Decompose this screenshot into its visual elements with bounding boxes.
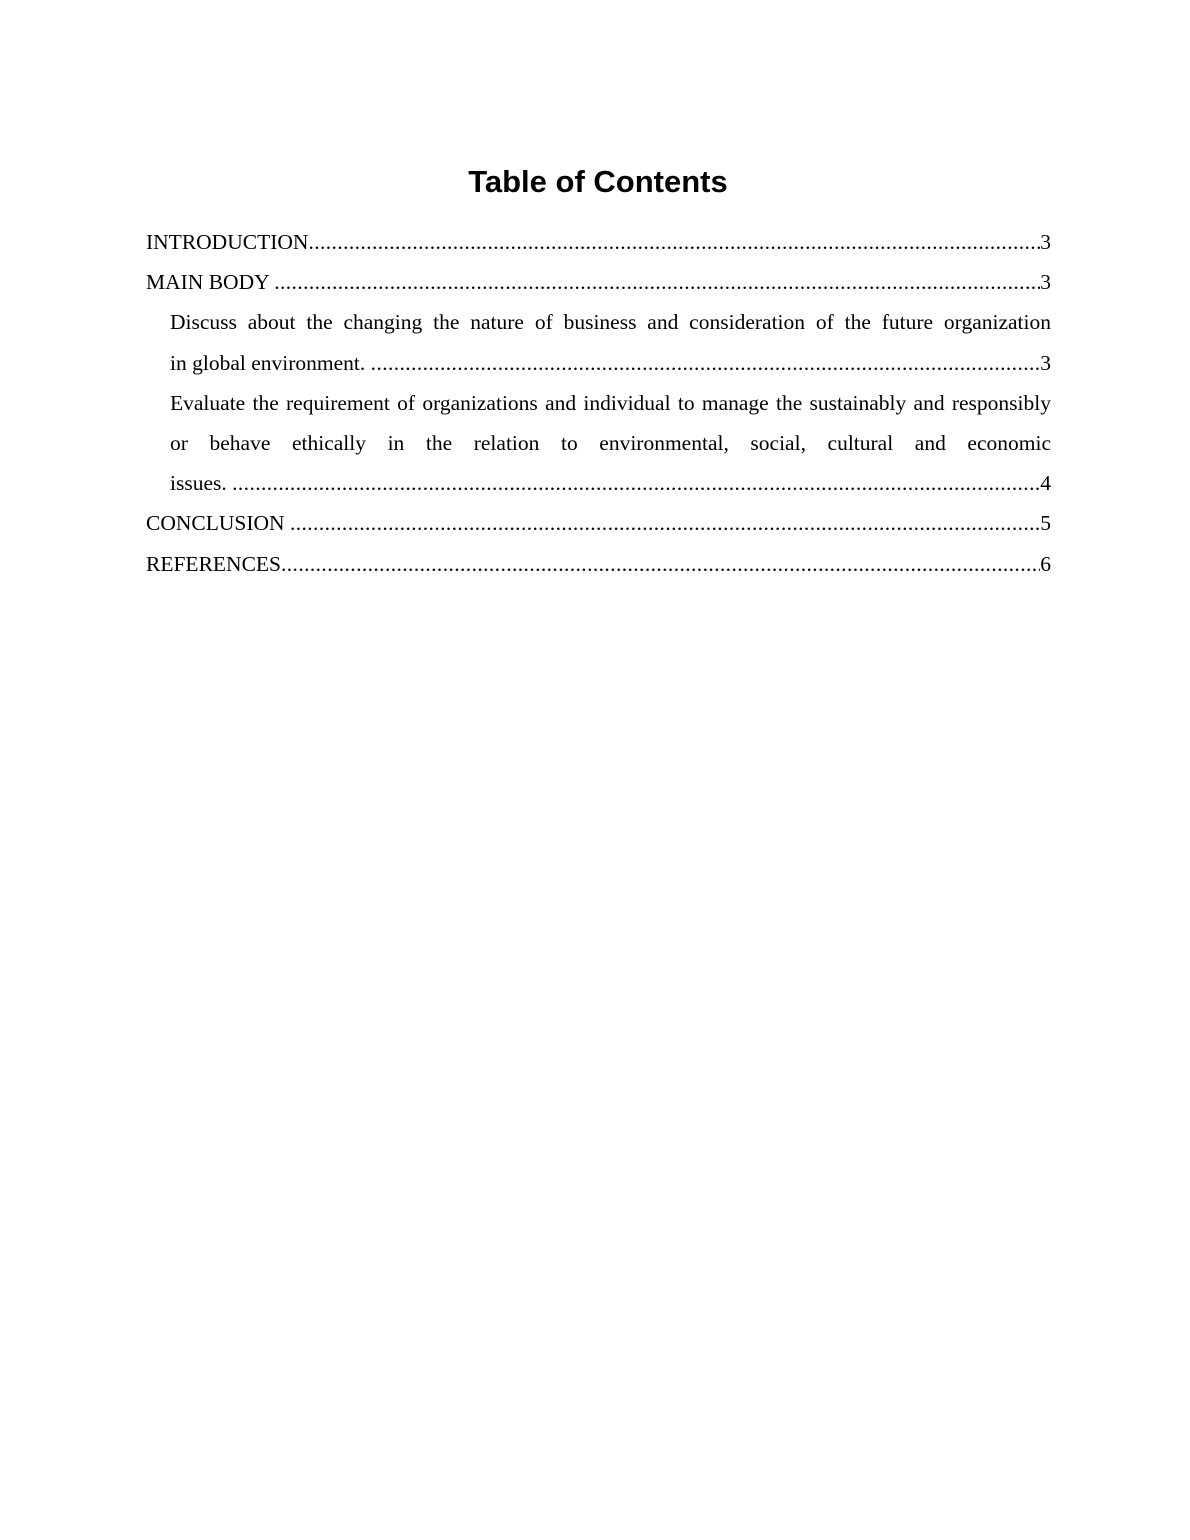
toc-leader-dots [371, 343, 1041, 383]
toc-entry-wrapped-text: Discuss about the changing the nature of business and consideration of the future organization [170, 310, 1051, 335]
toc-entry-row [146, 262, 1051, 302]
toc-entry-conclusion[interactable] [146, 503, 1051, 543]
toc-leader-dots [232, 463, 1040, 503]
toc-entry-introduction[interactable] [146, 222, 1051, 262]
toc-entry-label: CONCLUSION [146, 511, 290, 536]
toc-page-number: 6 [1040, 551, 1051, 576]
toc-entry-label: MAIN BODY [146, 270, 275, 295]
toc-leader-dots [308, 222, 1040, 262]
toc-entry-row [146, 503, 1051, 543]
toc-entry-label: in global environment. [170, 350, 371, 375]
table-of-contents [146, 222, 1051, 584]
toc-leader-dots [290, 503, 1040, 543]
toc-leader-dots [274, 262, 1040, 302]
toc-entry-label: issues. [170, 471, 233, 496]
toc-page-number: 4 [1040, 471, 1051, 496]
toc-entry-requirement-of-organizations[interactable] [170, 383, 1051, 504]
toc-entry-main-body[interactable] [146, 262, 1051, 302]
toc-entry-row [170, 343, 1051, 383]
page-title: Table of Contents [468, 164, 728, 199]
toc-page-number: 3 [1040, 350, 1051, 375]
toc-leader-dots [281, 544, 1040, 584]
toc-entry-label: INTRODUCTION [146, 230, 309, 254]
toc-entry-changing-nature-of-business[interactable] [170, 302, 1051, 382]
toc-entry-wrapped-text: Evaluate the requirement of organizations and individual to manage the sustainably and responsibly or behave ethically in the relation to environmental, social, cultural and economic [170, 390, 1051, 456]
toc-entry-row [146, 222, 1051, 262]
toc-entry-label: REFERENCES [146, 551, 281, 576]
toc-entry-row [146, 544, 1051, 584]
toc-entry-row [170, 463, 1051, 503]
toc-page-number: 5 [1040, 511, 1051, 536]
toc-entry-references[interactable] [146, 544, 1051, 584]
toc-page-number: 3 [1040, 230, 1051, 254]
toc-page-number: 3 [1040, 270, 1051, 295]
